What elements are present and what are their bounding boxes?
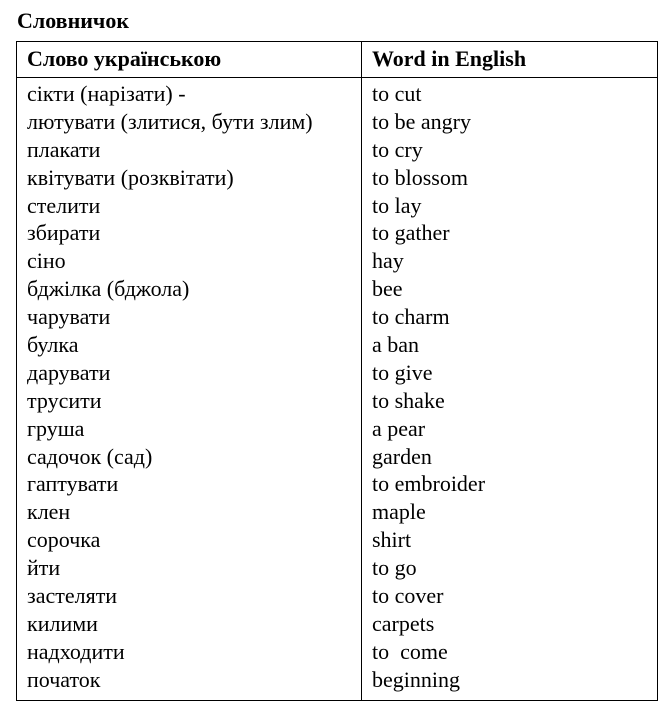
header-english: Word in English: [362, 42, 658, 78]
english-word: to be angry: [372, 108, 471, 134]
english-word: a ban: [372, 332, 420, 358]
table-header-row: [17, 42, 658, 78]
english-word: to embroider: [372, 471, 486, 497]
ukrainian-word: дарувати: [27, 359, 111, 385]
english-word: a pear: [372, 415, 426, 441]
english-word: maple: [372, 499, 426, 525]
ukrainian-column: [17, 78, 362, 701]
ukrainian-word: трусити: [27, 387, 102, 413]
english-word: to cry: [372, 136, 423, 162]
ukrainian-word: йти: [27, 555, 61, 581]
english-word: to charm: [372, 304, 450, 330]
ukrainian-word: булка: [27, 332, 79, 358]
ukrainian-word: чарувати: [27, 304, 111, 330]
vocabulary-table: [16, 41, 658, 701]
ukrainian-word: садочок (сад): [27, 443, 153, 469]
ukrainian-word: застеляти: [27, 583, 118, 609]
english-column: [362, 78, 658, 701]
english-word: to shake: [372, 387, 445, 413]
ukrainian-word: сіно: [27, 248, 66, 274]
english-word: shirt: [372, 527, 412, 553]
ukrainian-word: збирати: [27, 220, 101, 246]
header-ukrainian: Слово українською: [17, 42, 362, 78]
english-word: to come: [372, 638, 448, 664]
english-word: to go: [372, 555, 417, 581]
ukrainian-word: надходити: [27, 638, 125, 664]
ukrainian-word: бджілка (бджола): [27, 276, 190, 302]
ukrainian-word: гаптувати: [27, 471, 119, 497]
english-word: beginning: [372, 666, 460, 692]
english-word: to lay: [372, 192, 422, 218]
ukrainian-word: груша: [27, 415, 85, 441]
ukrainian-word: сікти (нарізати) -: [27, 81, 186, 106]
english-word-list: [372, 80, 657, 694]
english-word: to cover: [372, 583, 444, 609]
english-word: bee: [372, 276, 403, 302]
english-word: carpets: [372, 610, 435, 636]
ukrainian-word: плакати: [27, 136, 101, 162]
ukrainian-word: сорочка: [27, 527, 101, 553]
ukrainian-word: лютувати (злитися, бути злим): [27, 108, 313, 134]
ukrainian-word: початок: [27, 666, 101, 692]
page-title: Словничок: [17, 8, 129, 33]
english-word: to give: [372, 359, 433, 385]
english-word: to cut: [372, 81, 422, 106]
english-word: hay: [372, 248, 404, 274]
english-word: to gather: [372, 220, 450, 246]
table-row: [17, 78, 658, 701]
ukrainian-word: стелити: [27, 192, 101, 218]
ukrainian-word: клен: [27, 499, 71, 525]
english-word: garden: [372, 443, 432, 469]
ukrainian-word-list: [27, 80, 361, 694]
english-word: to blossom: [372, 164, 468, 190]
ukrainian-word: квітувати (розквітати): [27, 164, 234, 190]
ukrainian-word: килими: [27, 610, 98, 636]
